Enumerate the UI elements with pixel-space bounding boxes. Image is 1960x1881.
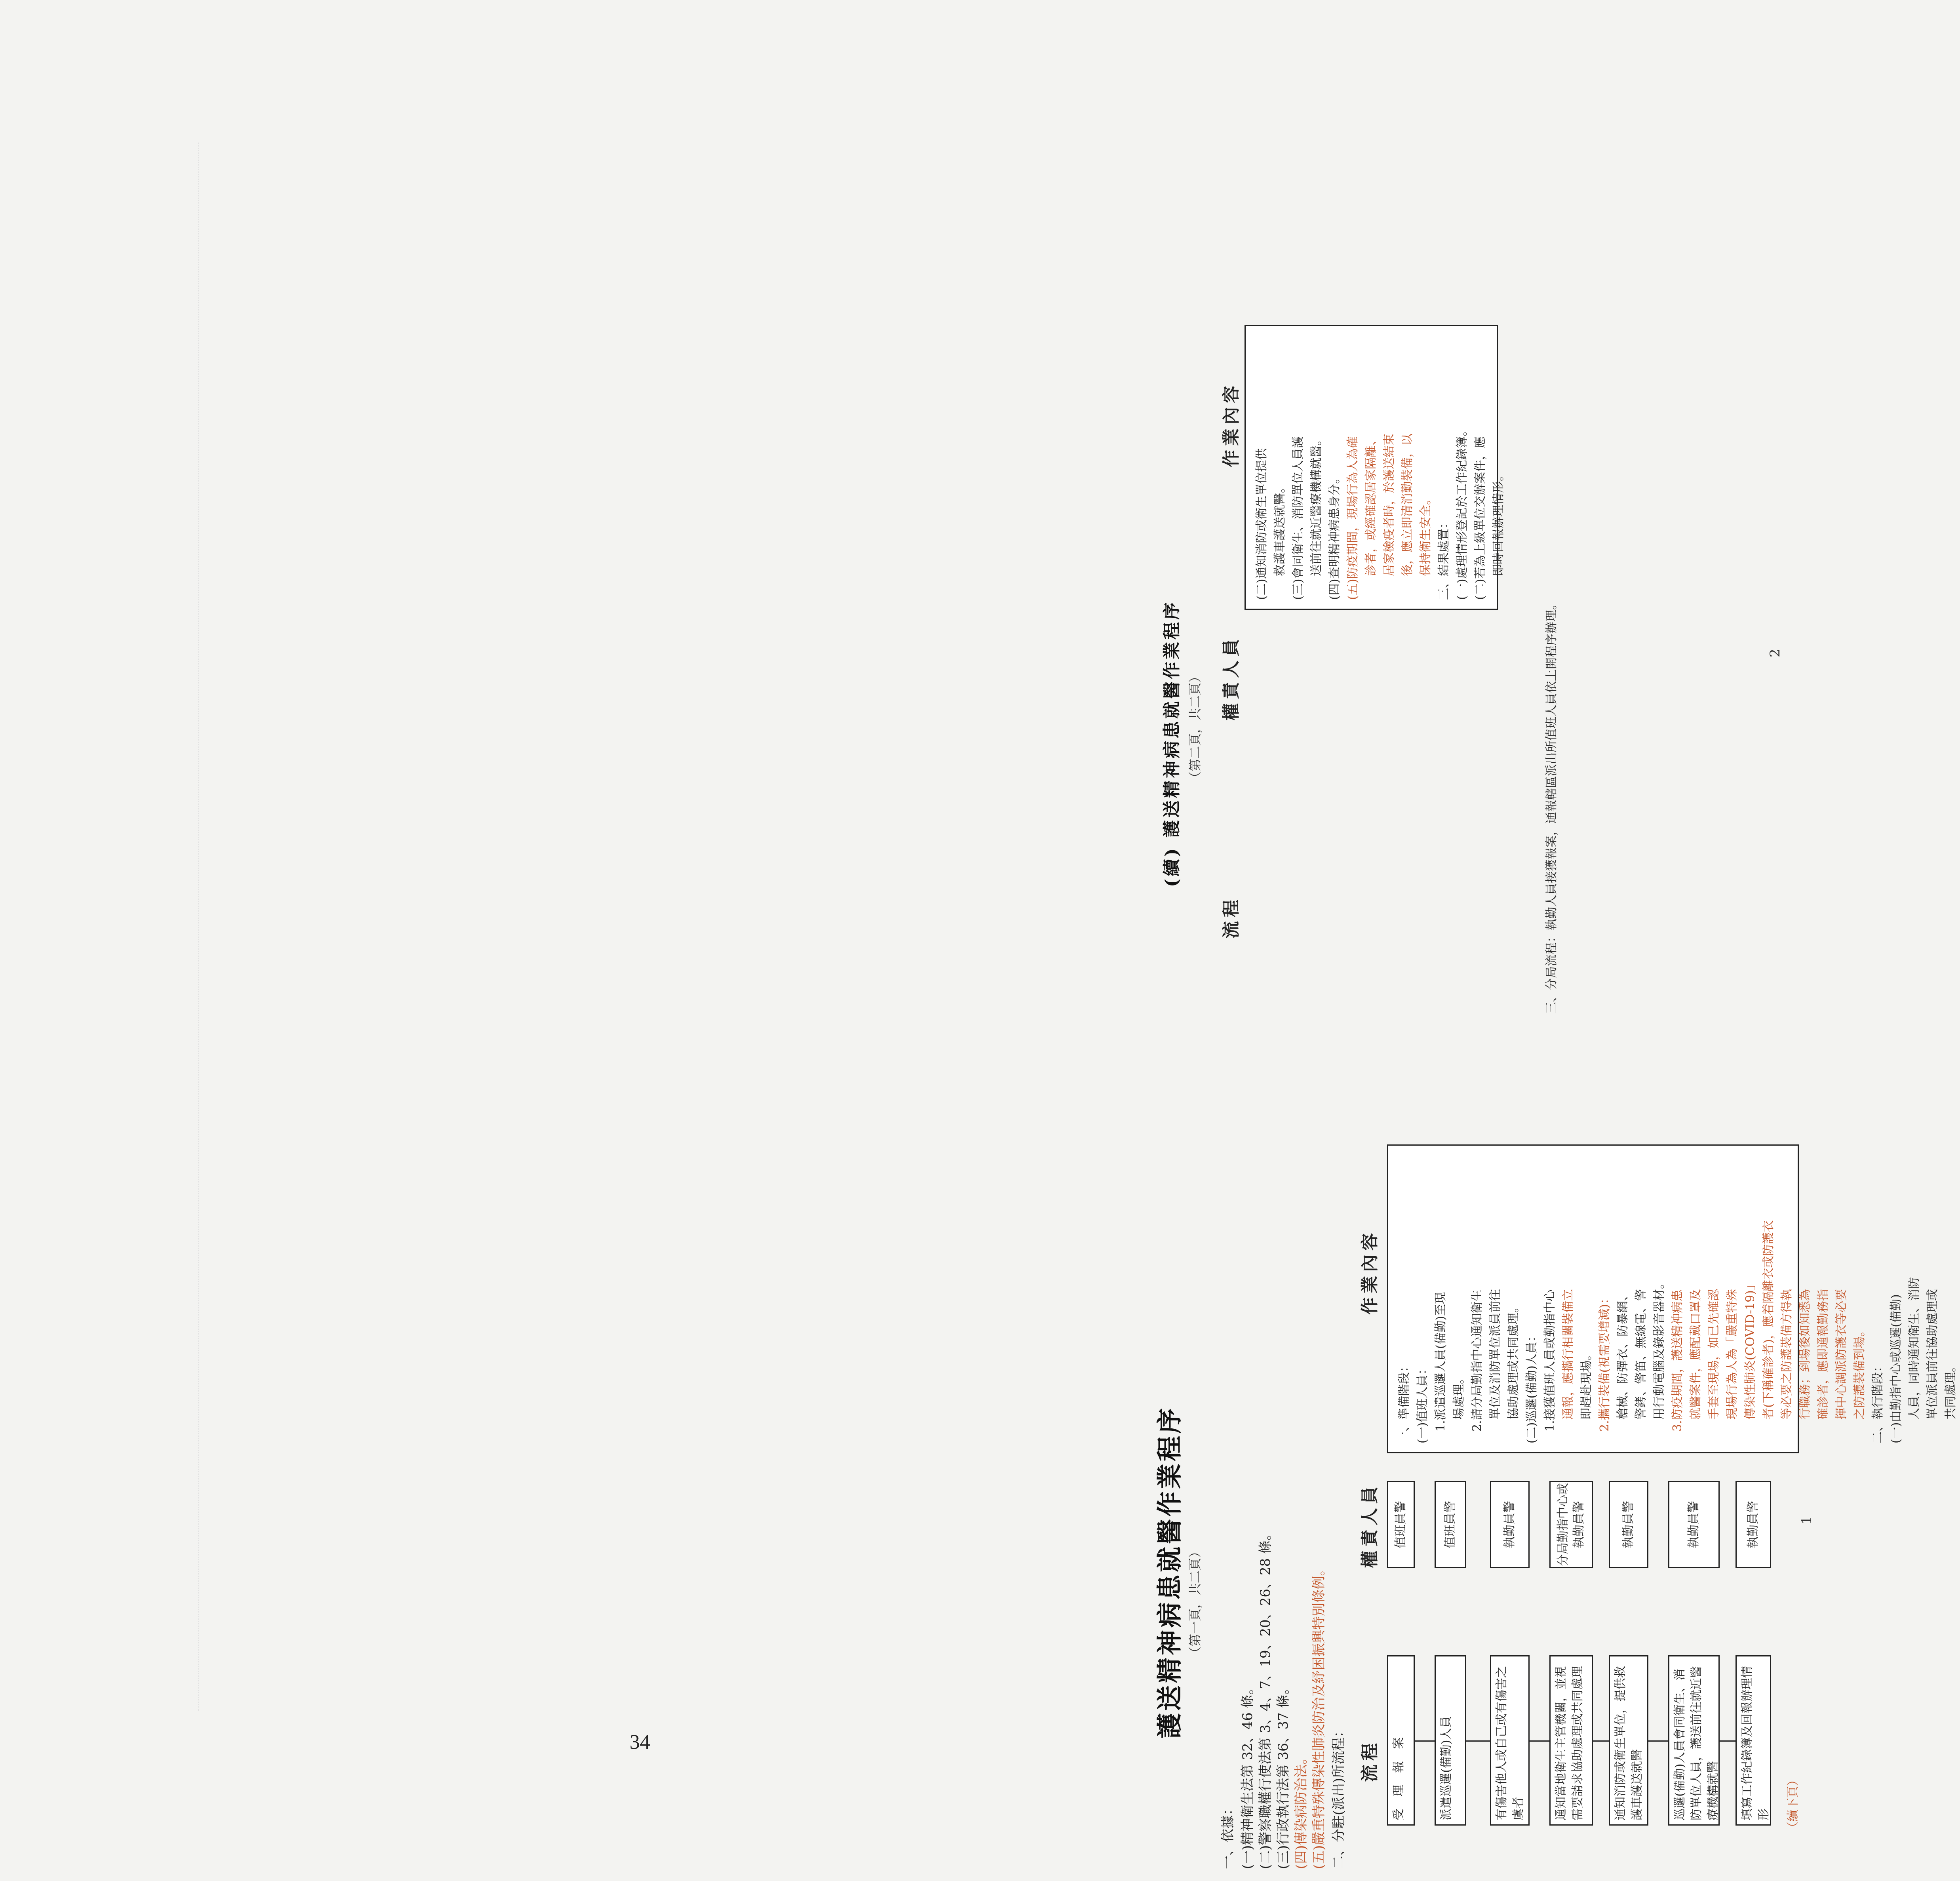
- flow-step: 受 理 報 案: [1387, 1655, 1415, 1826]
- content-line: 3.防疫期間，護送精神病患: [1671, 1289, 1684, 1443]
- content-line: (二)巡邏(備勤)人員：: [1525, 1330, 1539, 1443]
- flow-arrow: [1720, 1740, 1735, 1742]
- flow-arrow: [1415, 1740, 1435, 1742]
- flow-step: 有傷害他人或自己或有傷害之虞者: [1490, 1655, 1530, 1826]
- page-one-title: 護送精神病患就醫作業程序: [1155, 1406, 1185, 1738]
- flow-step: 巡邏(備勤)人員會同衛生、消防單位人員，護送前往就近醫療機構就醫: [1668, 1655, 1720, 1826]
- flow-step: 填寫工作紀錄簿及回報辦理情形: [1735, 1655, 1771, 1826]
- flow-step: 派遣巡邏(備勤)人員: [1435, 1655, 1466, 1826]
- work-content-box: [1387, 1144, 1958, 1453]
- content-line: 揮中心調派防護衣等必要: [1834, 1289, 1848, 1443]
- content-line: 保持衛生安全。: [1419, 493, 1433, 600]
- responsible-column-header: 權責人員: [1360, 1483, 1380, 1568]
- content-line: 者(下稱確診者)，應着隔離衣或防護衣: [1762, 1220, 1775, 1443]
- page-two-title: (續) 護送精神病患就醫作業程序: [1162, 600, 1182, 887]
- p2-responsible-column-header: 權責人員: [1221, 635, 1241, 721]
- content-line: (一)由勤指中心或巡邏(備勤): [1889, 1294, 1903, 1443]
- flow-heading: 二、分駐(派出)所流程：: [1331, 1724, 1347, 1869]
- page-one-mark: 1: [1799, 1516, 1815, 1525]
- basis-item: (二)警察職權行使法第 3、4、7、19、20、26、28 條。: [1258, 1527, 1273, 1869]
- content-line: 即時回報辦理情形。: [1492, 469, 1505, 600]
- flow-arrow: [1466, 1740, 1490, 1742]
- content-line: 單位及消防單位派員前往: [1488, 1289, 1502, 1443]
- branch-flow-note: 三、分局流程：執勤人員接獲報案，通報轄區派出所值班人員依上開程序辦理。: [1545, 598, 1558, 1014]
- content-column-header: 作業內容: [1360, 1229, 1380, 1315]
- p2-work-content-text: [1253, 335, 1508, 600]
- responsible-box: 執勤員警: [1490, 1481, 1530, 1568]
- content-line: 1.派遣巡邏人員(備勤)至現: [1434, 1292, 1448, 1443]
- content-line: 用行動電腦及錄影音器材。: [1652, 1277, 1666, 1443]
- content-line: 手套至現場，如已先確認: [1707, 1289, 1721, 1443]
- content-line: 確診者，應即通報勤務指: [1816, 1289, 1830, 1443]
- work-content-text: [1395, 1154, 1960, 1443]
- page-number: 34: [630, 1731, 650, 1753]
- content-line: 場處理。: [1452, 1372, 1466, 1443]
- flow-column-header: 流程: [1360, 1739, 1380, 1782]
- content-line: 1.接獲值班人員或勤指中心: [1543, 1289, 1557, 1443]
- content-line: 一、準備階段：: [1397, 1360, 1411, 1443]
- content-line: 槍械、防彈衣、防暴網、: [1616, 1289, 1630, 1443]
- content-line: 警銬、警笛、無線電、警: [1634, 1289, 1648, 1443]
- scanned-sheet: [198, 143, 1958, 1869]
- content-line: (一)處理情形登記於工作紀錄簿。: [1455, 424, 1469, 600]
- content-line: 二、執行階段：: [1871, 1360, 1885, 1443]
- content-line: (二)若為上級單位交辦案件，應: [1473, 436, 1487, 600]
- content-line: 2.請分局勤指中心通知衛生: [1470, 1289, 1484, 1443]
- flow-step: 通知當地衛生主管機關，並視需要請求協助處理或共同處理: [1549, 1655, 1593, 1826]
- p2-content-column-header: 作業內容: [1221, 382, 1241, 467]
- content-line: 傳染性肺炎(COVID-19)」: [1743, 1278, 1757, 1443]
- content-line: 後，應立即清消勤裝備，以: [1401, 434, 1414, 600]
- content-line: 現場行為人為「嚴重特殊: [1725, 1289, 1739, 1443]
- content-line: 之防護裝備到場。: [1853, 1325, 1867, 1443]
- content-line: 行職務；到場後如知悉為: [1798, 1289, 1812, 1443]
- flow-arrow: [1530, 1740, 1549, 1742]
- content-line: 等必要之防護裝備方得執: [1780, 1289, 1794, 1443]
- content-line: 送前往就近醫療機構就醫。: [1309, 434, 1323, 600]
- content-line: 就醫案件，應配戴口罩及: [1689, 1289, 1703, 1443]
- content-line: 單位派員前往協助處理或: [1926, 1289, 1939, 1443]
- responsible-box: 執勤員警: [1668, 1481, 1720, 1568]
- basis-item: (五)嚴重特殊傳染性肺炎防治及紓困振興特別條例。: [1311, 1562, 1327, 1869]
- page-two: [1142, 127, 1815, 1038]
- basis-heading: 一、依據：: [1220, 1802, 1236, 1869]
- content-line: 診者，或經確認居家隔離、: [1364, 434, 1378, 600]
- responsible-box: 執勤員警: [1735, 1481, 1771, 1568]
- content-line: 救護車護送就醫。: [1273, 481, 1287, 600]
- p2-flow-column-header: 流程: [1221, 896, 1241, 939]
- page-two-mark: 2: [1767, 649, 1783, 657]
- content-line: 居家檢疫者時，於護送結束: [1382, 434, 1396, 600]
- content-line: 即趕赴現場。: [1579, 1348, 1593, 1443]
- basis-item: (一)精神衛生法第 32、46 條。: [1240, 1681, 1256, 1869]
- content-line: 2.攜行裝備(視需要增減)：: [1598, 1292, 1612, 1443]
- continue-note: （續下頁）: [1786, 1774, 1800, 1833]
- page-one: [1142, 970, 1958, 1881]
- flow-arrow: [1648, 1740, 1668, 1742]
- basis-item: (三)行政執行法第 36、37 條。: [1275, 1681, 1291, 1869]
- content-line: (三)會同衛生、消防單位人員護: [1291, 436, 1305, 600]
- content-line: (一)值班人員：: [1416, 1363, 1429, 1443]
- flow-step: 通知消防或衛生單位，提供救護車護送就醫: [1609, 1655, 1648, 1826]
- responsible-box: 值班員警: [1387, 1481, 1415, 1568]
- content-line: (二)通知消防或衛生單位提供: [1255, 448, 1269, 600]
- responsible-box: 分局勤指中心或執勤員警: [1549, 1481, 1593, 1568]
- content-line: 共同處理。: [1944, 1360, 1958, 1443]
- responsible-box: 執勤員警: [1609, 1481, 1648, 1568]
- flow-arrow: [1593, 1740, 1609, 1742]
- page-one-subtitle: （第一頁，共二頁）: [1187, 1545, 1203, 1659]
- content-line: 三、結果處置：: [1437, 517, 1451, 600]
- p2-work-content-box: [1245, 325, 1505, 610]
- content-line: 人員，同時通知衛生、消防: [1907, 1277, 1921, 1443]
- content-line: 協助處理或共同處理。: [1507, 1301, 1520, 1443]
- page-two-subtitle: （第二頁，共二頁）: [1187, 670, 1203, 784]
- content-line: (四)查明精神病患身分。: [1328, 472, 1342, 600]
- basis-item: (四)傳染病防治法。: [1293, 1751, 1309, 1869]
- responsible-box: 值班員警: [1435, 1481, 1466, 1568]
- content-line: 通報，應攜行相關裝備立: [1561, 1289, 1575, 1443]
- content-line: (五)防疫期間，現場行為人為確: [1346, 436, 1360, 600]
